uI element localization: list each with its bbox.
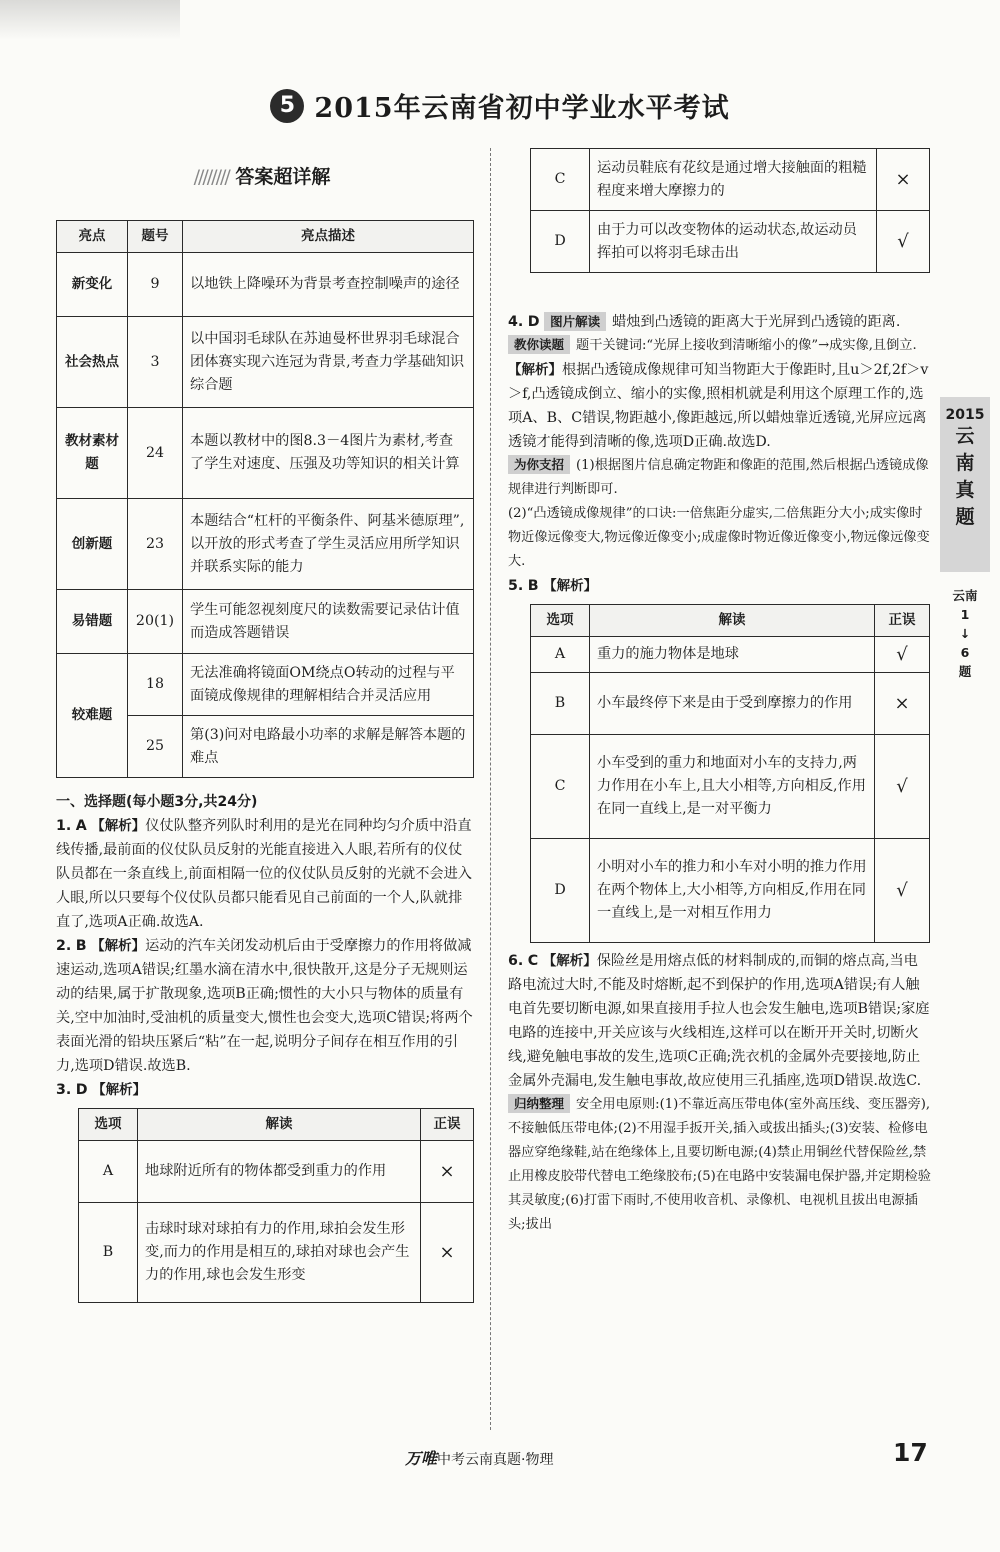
- question-number: 24: [128, 408, 183, 499]
- option-letter: C: [531, 149, 590, 211]
- cross-mark-icon: ×: [877, 149, 930, 211]
- year-label: 2015: [945, 407, 985, 423]
- question-number: 1.: [56, 818, 72, 834]
- region-label: 云南: [952, 588, 978, 603]
- answer-letter: D: [527, 314, 540, 330]
- question-number: 4.: [508, 314, 524, 330]
- answer-text: 运动的汽车关闭发动机后由于受摩擦力的作用将做减速运动,选项A错误;红墨水滴在清水中,很快散开,这是分子无规则运动的结果,属于扩散现象,选项B正确;惯性的大小只与物体的质量有关,空中加油时,受油机的质量变大,惯性也会变大,选项C错误;将两个表面光滑的铅块压紧后“粘”在一起,说明分子间存在相互作用的引力,选项D错误.故选B.: [56, 938, 473, 1074]
- brand-logo: 万唯: [405, 1449, 438, 1468]
- col-header: 解读: [590, 605, 875, 637]
- option-desc: 运动员鞋底有花纹是通过增大接触面的粗糙程度来增大摩擦力的: [590, 149, 877, 211]
- range-start: 1: [960, 607, 970, 622]
- question-number: 9: [128, 253, 183, 317]
- tab-char: 题: [955, 506, 975, 528]
- range-suffix: 题: [958, 664, 972, 679]
- cross-mark-icon: ×: [421, 1203, 474, 1303]
- answer-letter: B: [527, 578, 539, 594]
- analysis-tag: 【解析】: [542, 953, 597, 969]
- question-number: 25: [128, 716, 183, 778]
- advice-tag: 为你支招: [508, 455, 570, 474]
- section-number-badge: 5: [270, 89, 304, 123]
- reading-tag: 教你读题: [508, 335, 570, 354]
- table-header-row: [79, 1109, 474, 1141]
- cross-mark-icon: ×: [875, 673, 930, 735]
- col-header: 正误: [421, 1109, 474, 1141]
- table-header-row: [531, 605, 930, 637]
- col-header: 正误: [875, 605, 930, 637]
- table-row: [79, 1141, 474, 1203]
- analysis-tag: 【解析】: [91, 818, 146, 834]
- question-range-nav: [940, 586, 990, 681]
- analysis-tag: 【解析】: [543, 578, 598, 594]
- highlight-desc: 学生可能忽视刻度尺的读数需要记录估计值而造成答题错误: [183, 590, 474, 654]
- option-table: [530, 604, 930, 943]
- analysis: [508, 358, 932, 454]
- answer-1: [56, 814, 476, 934]
- table-row: [57, 499, 474, 590]
- summary-tag: 归纳整理: [508, 1094, 570, 1113]
- highlight-kind: 易错题: [57, 590, 128, 654]
- answer-letter: C: [527, 953, 539, 969]
- answer-heading-text: 答案超详解: [235, 166, 331, 188]
- highlights-table: [56, 220, 474, 778]
- answer-6: [508, 949, 932, 1093]
- answer-letter: D: [75, 1082, 88, 1098]
- option-table-continued: [530, 148, 930, 273]
- option-letter: A: [79, 1141, 138, 1203]
- check-mark-icon: √: [875, 637, 930, 673]
- table-row: [57, 317, 474, 408]
- option-letter: D: [531, 211, 590, 273]
- highlight-desc: 本题结合“杠杆的平衡条件、阿基米德原理”,以开放的形式考查了学生灵活应用所学知识并联系实际的能力: [183, 499, 474, 590]
- table-row: [531, 839, 930, 943]
- range-end: 6: [960, 645, 970, 660]
- highlight-kind: 社会热点: [57, 317, 128, 408]
- col-header: 解读: [138, 1109, 421, 1141]
- column-divider: [490, 148, 491, 1430]
- option-letter: D: [531, 839, 590, 943]
- option-letter: C: [531, 735, 590, 839]
- answer-5: [508, 574, 932, 598]
- reading-tip: [508, 334, 932, 358]
- answer-letter: B: [75, 938, 87, 954]
- answer-text: 根据凸透镜成像规律可知当物距大于像距时,且u＞2f,2f＞v＞f,凸透镜成倒立、缩小的实像,照相机就是利用这个原理工作的,选项A、B、C错误,物距越小,像距越远,所以蜡烛靠近透镜,光屏应远离透镜才能得到清晰的像,选项D正确.故选D.: [508, 362, 929, 450]
- question-number: 20(1): [128, 590, 183, 654]
- highlight-kind: 创新题: [57, 499, 128, 590]
- col-header: 亮点描述: [183, 221, 474, 253]
- highlight-desc: 第(3)问对电路最小功率的求解是解答本题的难点: [183, 716, 474, 778]
- answer-3: [56, 1078, 476, 1102]
- highlight-desc: 本题以教材中的图8.3－4图片为素材,考查了学生对速度、压强及功等知识的相关计算: [183, 408, 474, 499]
- cross-mark-icon: ×: [421, 1141, 474, 1203]
- book-title: 中考云南真题·物理: [437, 1452, 554, 1468]
- table-row: [531, 637, 930, 673]
- answer-4: [508, 310, 932, 334]
- down-arrow-icon: ↓: [959, 626, 971, 641]
- mnemonic: (2)“凸透镜成像规律”的口诀:一倍焦距分虚实,二倍焦距分大小;成实像时物近像远像变大,物远像近像变小;成虚像时物近像近像变小,物远像远像变大.: [508, 506, 930, 569]
- table-row: [57, 654, 474, 716]
- tip-text: 题干关键词:“光屏上接收到清晰缩小的像”→成实像,且倒立.: [576, 338, 917, 353]
- table-row: [531, 149, 930, 211]
- highlight-desc: 以地铁上降噪环为背景考查控制噪声的途径: [183, 253, 474, 317]
- table-row: [79, 1203, 474, 1303]
- option-desc: 重力的施力物体是地球: [590, 637, 875, 673]
- table-row: [57, 590, 474, 654]
- col-header: 选项: [531, 605, 590, 637]
- heading-decoration: ////////: [193, 166, 229, 188]
- tab-char: 云: [955, 425, 975, 447]
- option-desc: 小车最终停下来是由于受到摩擦力的作用: [590, 673, 875, 735]
- page-number: 17: [893, 1438, 928, 1467]
- page-footer: [0, 1438, 1000, 1478]
- option-desc: 击球时球对球拍有力的作用,球拍会发生形变,而力的作用是相互的,球拍对球也会产生力的作用,球也会发生形变: [138, 1203, 421, 1303]
- summary: [508, 1093, 932, 1237]
- question-number: 18: [128, 654, 183, 716]
- tip-text: 安全用电原则:(1)不靠近高压带电体(室外高压线、变压器旁),不接触低压带电体;(2)不用湿手扳开关,插入或拔出插头;(3)安装、检修电器应穿绝缘鞋,站在绝缘体上,且要切断电源;(4)禁止用铜丝代替保险丝,禁止用橡皮胶带代替电工绝缘胶布;(5)在电路中安装漏电保护器,并定期检验其灵敏度;(6)打雷下雨时,不使用收音机、录像机、电视机且拔出电源插头;拔出: [508, 1097, 931, 1232]
- advice: [508, 454, 932, 502]
- answer-text: 保险丝是用熔点低的材料制成的,而铜的熔点高,当电路电流过大时,不能及时熔断,起不到保护的作用,选项A错误;有人触电首先要切断电源,如果直接用手拉人也会发生触电,选项B错误;家庭电路的连接中,开关应该与火线相连,这样可以在断开开关时,切断火线,避免触电事故的发生,选项C正确;洗衣机的金属外壳要接地,防止金属外壳漏电,发生触电事故,故应使用三孔插座,选项D错误.故选C.: [508, 953, 930, 1089]
- highlight-kind: 较难题: [57, 654, 128, 778]
- col-header: 亮点: [57, 221, 128, 253]
- col-header: 题号: [128, 221, 183, 253]
- answer-text: 仪仗队整齐列队时利用的是光在同种均匀介质中沿直线传播,最前面的仪仗队员反射的光能直接进入人眼,若所有的仪仗队员都在一条直线上,前面相隔一位的仪仗队员反射的光就不会进入人眼,所以只要每个仪仗队员都只能看见自己前面的一个人,队就排直了,选项A正确.故选A.: [56, 818, 472, 930]
- question-number: 23: [128, 499, 183, 590]
- option-letter: B: [79, 1203, 138, 1303]
- highlight-kind: 教材素材题: [57, 408, 128, 499]
- highlight-desc: 以中国羽毛球队在苏迪曼杯世界羽毛球混合团体赛实现六连冠为背景,考查力学基础知识综合题: [183, 317, 474, 408]
- year-tab: [940, 397, 990, 572]
- tab-char: 南: [955, 452, 975, 474]
- analysis-tag: 【解析】: [92, 1082, 147, 1098]
- check-mark-icon: √: [875, 839, 930, 943]
- table-row: [57, 253, 474, 317]
- question-number: 3: [128, 317, 183, 408]
- table-header-row: [57, 221, 474, 253]
- analysis-tag: 【解析】: [91, 938, 146, 954]
- footer-brand: [405, 1446, 553, 1469]
- scan-shadow: [0, 0, 180, 40]
- answer-letter: A: [75, 818, 87, 834]
- page-title: 2015年云南省初中学业水平考试: [314, 93, 730, 124]
- tip-text: (1)根据图片信息确定物距和像距的范围,然后根据凸透镜成像规律进行判断即可.: [508, 458, 929, 497]
- tab-char: 真: [955, 479, 975, 501]
- table-row: [57, 408, 474, 499]
- analysis-tag: 【解析】: [508, 362, 562, 378]
- option-desc: 地球附近所有的物体都受到重力的作用: [138, 1141, 421, 1203]
- option-letter: A: [531, 637, 590, 673]
- section-heading: 一、选择题(每小题3分,共24分): [56, 794, 258, 810]
- option-desc: 小明对小车的推力和小车对小明的推力作用在两个物体上,大小相等,方向相反,作用在同一直线上,是一对相互作用力: [590, 839, 875, 943]
- check-mark-icon: √: [877, 211, 930, 273]
- answer-heading: [148, 162, 376, 189]
- answer-2: [56, 934, 476, 1078]
- highlight-desc: 无法准确将镜面OM绕点O转动的过程与平面镜成像规律的理解相结合并灵活应用: [183, 654, 474, 716]
- question-number: 6.: [508, 953, 524, 969]
- table-row: [531, 735, 930, 839]
- option-letter: B: [531, 673, 590, 735]
- table-row: [531, 673, 930, 735]
- check-mark-icon: √: [875, 735, 930, 839]
- question-number: 2.: [56, 938, 72, 954]
- table-row: [531, 211, 930, 273]
- question-number: 5.: [508, 578, 524, 594]
- left-column: [56, 790, 476, 1303]
- right-column: [508, 310, 932, 1237]
- option-desc: 由于力可以改变物体的运动状态,故运动员挥拍可以将羽毛球击出: [590, 211, 877, 273]
- image-reading-tag: 图片解读: [544, 312, 606, 331]
- option-table: [78, 1108, 474, 1303]
- col-header: 选项: [79, 1109, 138, 1141]
- answer-text: 蜡烛到凸透镜的距离大于光屏到凸透镜的距离.: [612, 314, 901, 330]
- exam-title-bar: [0, 86, 1000, 125]
- highlight-kind: 新变化: [57, 253, 128, 317]
- option-desc: 小车受到的重力和地面对小车的支持力,两力作用在小车上,且大小相等,方向相反,作用在同一直线上,是一对平衡力: [590, 735, 875, 839]
- question-number: 3.: [56, 1082, 72, 1098]
